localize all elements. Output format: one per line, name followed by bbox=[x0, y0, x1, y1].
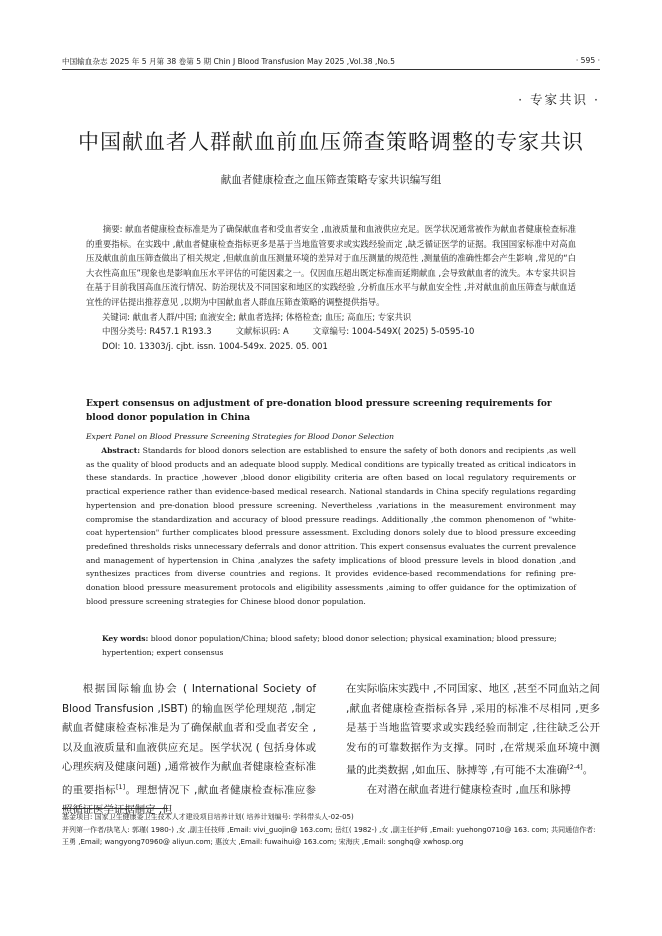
journal-citation: 中国输血杂志 2025 年 5 月第 38 卷第 5 期 Chin J Blood Transfusion May 2025 ,Vol.38 ,No.5 bbox=[62, 57, 395, 66]
section-tag: · 专家共识 · bbox=[518, 92, 600, 107]
running-header bbox=[62, 56, 600, 70]
chinese-abstract bbox=[86, 222, 576, 353]
article-number: 文章编号: 1004-549X( 2025) 5-0595-10 bbox=[312, 326, 475, 337]
fund-note: 基金项目: 国家卫生健康委卫生技术人才建设项目培养计划( 培养计划编号: 学科带头人-02-05) bbox=[62, 813, 354, 821]
body-right-tail: 。 bbox=[582, 764, 594, 777]
classification-line bbox=[86, 324, 576, 339]
article-authors: 献血者健康检查之血压筛查策略专家共识编写组 bbox=[220, 174, 442, 186]
english-abstract bbox=[86, 444, 576, 608]
abstract-text: Standards for blood donors selection are established to ensure the safety of both donors and recipients ,as well as the quality of blood products and an adequate blood supply. Medical conditions are typically treated as critical indicators in these standards. In practice ,however ,blood donor eligibility criteria are often based on local regulatory requirements or practical experience rather than evidence-based medical research. National standards in China specify regulations regarding hypertension and pre-donation blood pressure screening. Nevertheless ,variations in the measurement environment may compromise the standardization and accuracy of blood pressure readings. Additionally ,the common phenomenon of "white-coat hypertension" further complicates blood pressure assessment. Excluding donors solely due to blood pressure exceeding predefined thresholds risks unnecessary deferrals and donor attrition. This expert consensus evaluates the current prevalence and management of hypertension in China ,analyzes the safety implications of blood pressure levels in blood donation ,and synthesizes practices from diverse countries and regions. It provides evidence-based recommendations for refining pre-donation blood pressure measurement protocols and eligibility assessments ,aiming to offer guidance for the optimization of blood pressure screening strategies for Chinese blood donor population. bbox=[86, 446, 576, 606]
body-right-column bbox=[346, 680, 600, 801]
author-note: 并列第一作者/执笔人: 郭瑾( 1980-) ,女 ,副主任技师 ,Email: vivi_guojin@ 163.com; 岳红( 1982-) ,女 ,副主任护师 ,Email: yuehong0710@ 163. com; 共同通信作者: 王勇 ,Email; wangyong70960@ aliyun.com; 惠汝大 ,Email: fuwaihui@ 163.com; 宋海庆 ,Email: songhq@ xwhosp.org bbox=[62, 825, 596, 846]
header-rule bbox=[62, 69, 600, 70]
clc-number: 中图分类号: R457.1 R193.3 bbox=[102, 326, 212, 337]
abstract-label: Abstract: bbox=[101, 446, 141, 455]
body-left-tail: 。理想情况下 ,献血者健康检查标准应参照循证医学证据制定 ,但 bbox=[62, 784, 316, 817]
cn-abstract-text: 摘要: 献血者健康检查标准是为了确保献血者和受血者安全 ,血液质量和血液供应充足。医学状况通常被作为献血者健康检查标准的重要指标。在实践中 ,献血者健康检查指标更多是基于当地监管要求或实践经验而定 ,缺乏循证医学的证据。我国国家标准中对高血压及献血前血压筛查做出了相关规定 ,但献血前血压测量环境的差异对于血压测量的规范性 ,测量值的准确性都会产生影响 ,常见的“白大衣性高血压”现象也是影响血压水平评估的可能因素之一。仅因血压超出既定标准而延期献血 ,会导致献血者的流失。本专家共识旨在基于目前我国高血压流行情况、防治现状及不同国家和地区的实践经验 ,分析血压水平与献血安全性 ,并对献血前血压筛查与献血适宜性的评估提出推荐意见 ,以期为中国献血者人群血压筛查策略的调整提供指导。 bbox=[86, 224, 576, 307]
document-code: 文献标识码: A bbox=[235, 326, 289, 337]
body-right-para2: 在对潜在献血者进行健康检查时 ,血压和脉搏 bbox=[366, 784, 571, 797]
footnote-rule bbox=[62, 808, 168, 809]
english-title: Expert consensus on adjustment of pre-donation blood pressure screening requirements for blood donor population in China bbox=[86, 399, 552, 423]
page-number: · 595 · bbox=[575, 56, 600, 65]
body-right-text: 在实际临床实践中 ,不同国家、地区 ,甚至不同血站之间 ,献血者健康检查指标各异 ,采用的标准不尽相同 ,更多是基于当地监管要求或实践经验而制定 ,往往缺乏公开发布的可靠数据作为支撑。同时 ,在常规采血环境中测量的此类数据 ,如血压、脉搏等 ,有可能不太准确 bbox=[346, 683, 600, 777]
footnotes bbox=[62, 811, 600, 849]
article-title: 中国献血者人群献血前血压筛查策略调整的专家共识 bbox=[78, 130, 584, 154]
keywords-text: blood donor population/China; blood safety; blood donor selection; physical examination; blood pressure; hypertention; expert consensus bbox=[102, 634, 557, 657]
doi: DOI: 10. 13303/j. cjbt. issn. 1004-549x. 2025. 05. 001 bbox=[102, 340, 328, 351]
body-left-column bbox=[62, 680, 316, 821]
keywords-label: Key words: bbox=[102, 634, 149, 643]
citation-ref[interactable]: [1] bbox=[115, 782, 126, 791]
cn-keywords: 关键词: 献血者人群/中国; 血液安全; 献血者选择; 体格检查; 血压; 高血压; 专家共识 bbox=[102, 311, 412, 322]
citation-ref[interactable]: [2-4] bbox=[567, 763, 583, 772]
english-panel: Expert Panel on Blood Pressure Screening Strategies for Blood Donor Selection bbox=[86, 432, 395, 441]
english-keywords bbox=[86, 632, 576, 659]
body-left-text: 根据国际输血协会 ( International Society of Blood Transfusion ,ISBT) 的输血医学伦理规范 ,制定献血者健康检查标准是为了确保献血者和受血者安全 ,以及血液质量和血液供应充足。医学状况 ( 包括身体或心理疾病及健康问题) ,通常被作为献血者健康检查标准的重要指标 bbox=[62, 683, 316, 797]
